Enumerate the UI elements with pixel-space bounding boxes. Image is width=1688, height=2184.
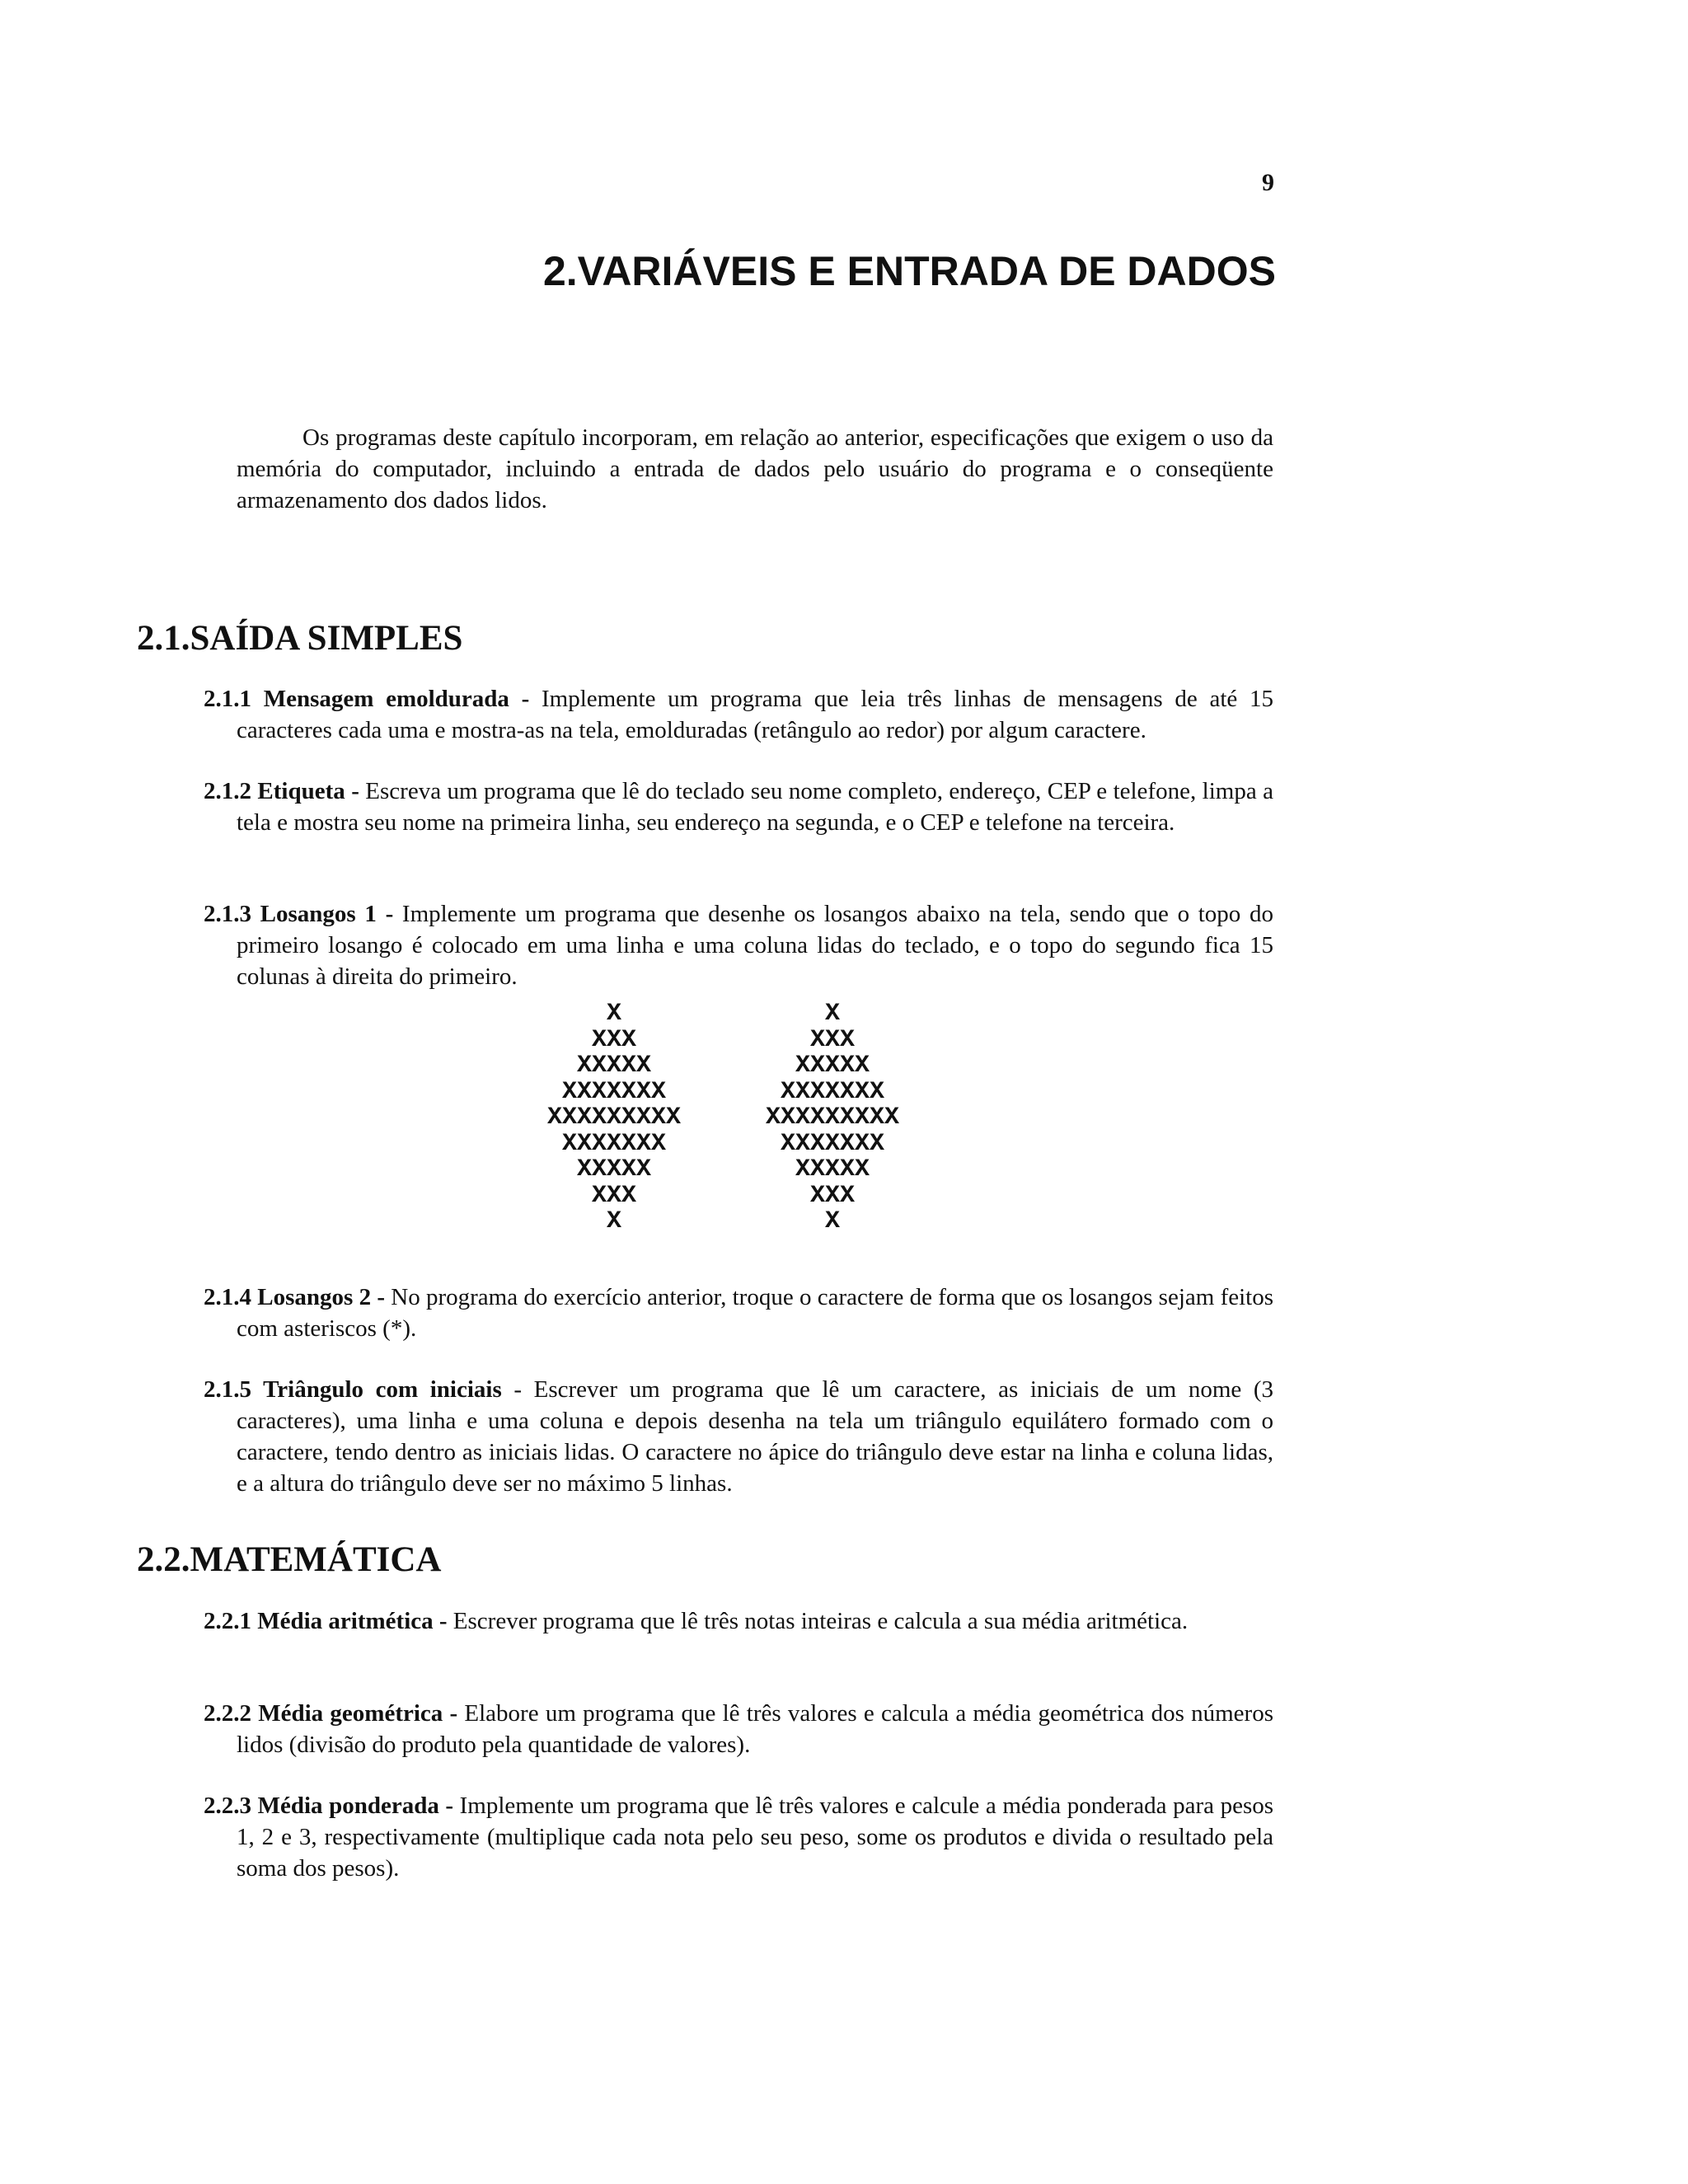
exercise-2-1-1	[204, 683, 1273, 746]
page-number: 9	[1262, 169, 1274, 196]
diamond-line: X	[606, 1207, 621, 1235]
exercise-2-1-4	[204, 1282, 1273, 1344]
diamond-figure-right	[750, 1001, 915, 1235]
exercise-text: Escrever programa que lê três notas inteiras e calcula a sua média aritmética.	[447, 1608, 1189, 1634]
diamond-line: XXXXX	[795, 1155, 870, 1183]
exercise-text: Implemente um programa que leia três linhas de mensagens de até 15 caracteres cada uma e mostra-as na tela, emolduradas (retângulo ao redor) por algum caractere.	[237, 686, 1273, 743]
diamond-line: XXX	[809, 1025, 855, 1054]
diamond-figure-left	[532, 1001, 696, 1235]
diamond-line: XXXXXXX	[561, 1129, 667, 1158]
diamond-line: XXXXXXXXX	[765, 1104, 900, 1132]
diamond-line: XXX	[591, 1181, 636, 1210]
diamond-line: XXXXXXX	[780, 1077, 885, 1106]
exercise-text: Escreva um programa que lê do teclado seu nome completo, endereço, CEP e telefone, limpa a tela e mostra seu nome na primeira linha, seu endereço na segunda, e o CEP e telefone na terceira.	[237, 778, 1273, 836]
exercise-heading: 2.1.2 Etiqueta -	[204, 778, 359, 804]
diamond-line: XXX	[591, 1025, 636, 1054]
exercise-2-1-3	[204, 898, 1273, 992]
exercise-text: No programa do exercício anterior, troque o caractere de forma que os losangos sejam feitos com asteriscos (*).	[237, 1284, 1273, 1342]
exercise-2-1-5	[204, 1374, 1273, 1499]
exercise-heading: 2.2.2 Média geométrica -	[204, 1700, 458, 1727]
exercise-heading: 2.1.4 Losangos 2 -	[204, 1284, 385, 1310]
exercise-heading: 2.1.1 Mensagem emoldurada -	[204, 686, 530, 712]
exercise-heading: 2.2.3 Média ponderada -	[204, 1793, 454, 1819]
diamond-line: XXXXX	[576, 1052, 651, 1080]
diamond-line: XXXXXXXXX	[546, 1104, 682, 1132]
diamond-line: XXXXXXX	[561, 1077, 667, 1106]
exercise-text: Implemente um programa que lê três valores e calcule a média ponderada para pesos 1, 2 e 3, respectivamente (multiplique cada nota pelo seu peso, some os produtos e divida o resultado pela soma dos pesos).	[237, 1793, 1274, 1882]
exercise-text: Elabore um programa que lê três valores e calcula a média geométrica dos números lidos (divisão do produto pela quantidade de valores).	[237, 1700, 1273, 1758]
exercise-heading: 2.2.1 Média aritmética -	[204, 1608, 448, 1634]
intro-paragraph: Os programas deste capítulo incorporam, em relação ao anterior, especificações que exigem o uso da memória do computador, incluindo a entrada de dados pelo usuário do programa e o conseqüente armazenamento dos dados lidos.	[237, 424, 1273, 513]
exercise-2-2-3	[204, 1790, 1273, 1884]
diamond-line: XXXXXXX	[780, 1129, 885, 1158]
diamond-line: X	[824, 1000, 840, 1028]
diamond-line: XXXXX	[795, 1052, 870, 1080]
exercise-heading: 2.1.5 Triângulo com iniciais	[204, 1376, 502, 1403]
exercise-heading: 2.1.3 Losangos 1 -	[204, 901, 394, 927]
diamond-line: XXX	[809, 1181, 855, 1210]
diamond-line: X	[606, 1000, 621, 1028]
exercise-2-2-2	[204, 1698, 1273, 1760]
diamond-line: XXXXX	[576, 1155, 651, 1183]
chapter-title: 2.VARIÁVEIS E ENTRADA DE DADOS	[542, 248, 1276, 294]
exercise-2-1-2	[204, 776, 1273, 838]
exercise-text: - Escrever um programa que lê um caractere, as iniciais de um nome (3 caracteres), uma linha e uma coluna e depois desenha na tela um triângulo equilátero formado com o caractere, tendo dentro as iniciais lidas. O caractere no ápice do triângulo deve estar na linha e coluna lidas, e a altura do triângulo deve ser no máximo 5 linhas.	[237, 1376, 1273, 1497]
exercise-2-2-1	[204, 1605, 1273, 1637]
exercise-text: Implemente um programa que desenhe os losangos abaixo na tela, sendo que o topo do primeiro losango é colocado em uma linha e uma coluna lidas do teclado, e o topo do segundo fica 15 colunas à direita do primeiro.	[237, 901, 1273, 990]
section-heading-matematica: 2.2.MATEMÁTICA	[137, 1540, 442, 1579]
section-heading-saida-simples: 2.1.SAÍDA SIMPLES	[137, 619, 463, 658]
diamond-line: X	[824, 1207, 840, 1235]
